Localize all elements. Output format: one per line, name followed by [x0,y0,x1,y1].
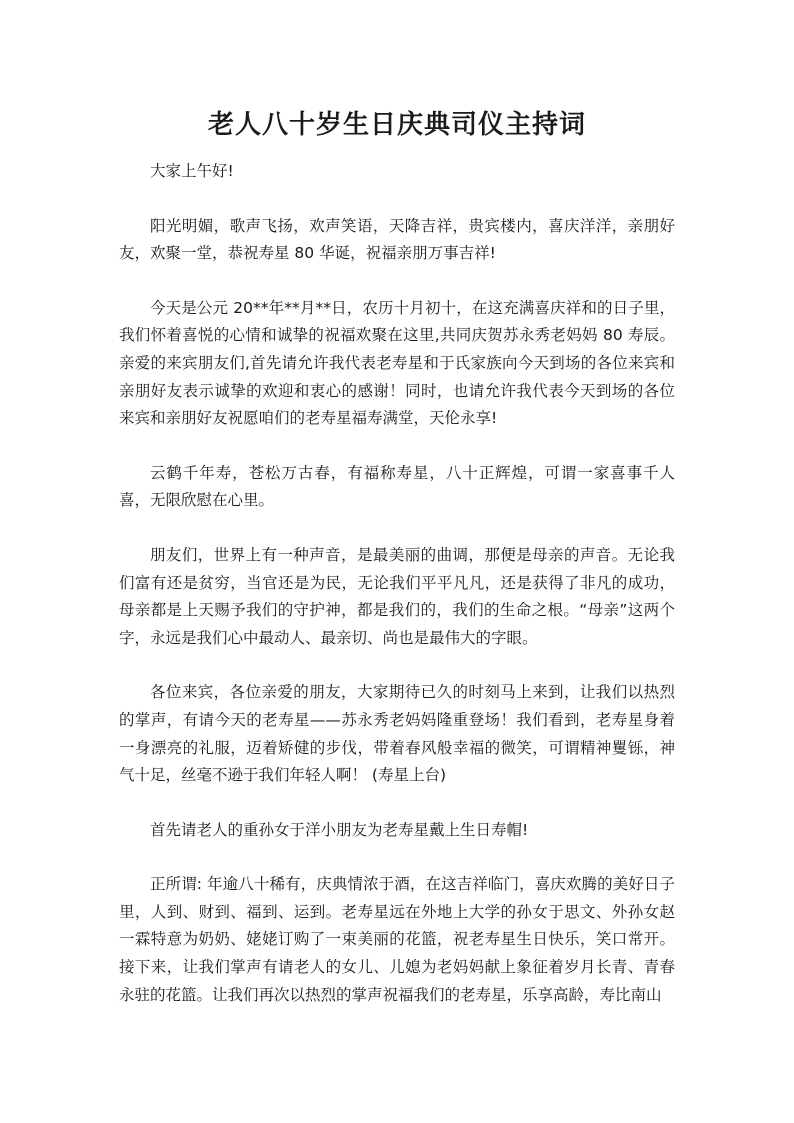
paragraph-mother: 朋友们，世界上有一种声音，是最美丽的曲调，那便是母亲的声音。无论我们富有还是贫穷，当官还是为民，无论我们平平凡凡，还是获得了非凡的成功，母亲都是上天赐予我们的守护神，都是我们的，我们的生命之根。“母亲”这两个字，永远是我们心中最动人、最亲切、尚也是最伟大的字眼。 [119,545,675,647]
paragraph-flower-basket: 正所谓: 年逾八十稀有，庆典情浓于酒，在这吉祥临门，喜庆欢腾的美好日子里，人到、财到、福到、运到。老寿星远在外地上大学的孙女于思文、外孙女赵一霖特意为奶奶、姥姥订购了一束美丽的花篮，祝老寿星生日快乐，笑口常开。接下来，让我们掌声有请老人的女儿、儿媳为老妈妈献上象征着岁月长青、青春永驻的花篮。让我们再次以热烈的掌声祝福我们的老寿星，乐享高龄，寿比南山 [119,875,675,1004]
paragraph-entrance: 各位来宾，各位亲爱的朋友，大家期待已久的时刻马上来到，让我们以热烈的掌声，有请今天的老寿星——苏永秀老妈妈隆重登场！我们看到，老寿星身着一身漂亮的礼服，迈着矫健的步伐，带着春风般幸福的微笑，可谓精神矍铄，神气十足，丝毫不逊于我们年轻人啊！ (寿星上台) [119,683,675,785]
document-body [119,158,675,1036]
paragraph-opening: 阳光明媚，歌声飞扬，欢声笑语，天降吉祥，贵宾楼内，喜庆洋洋，亲朋好友，欢聚一堂，恭祝寿星 80 华诞，祝福亲朋万事吉祥! [119,216,675,263]
paragraph-birthday-hat: 首先请老人的重孙女于洋小朋友为老寿星戴上生日寿帽! [150,820,529,839]
paragraph-blessing: 云鹤千年寿，苍松万古春，有福称寿星，八十正辉煌，可谓一家喜事千人喜，无限欣慰在心里。 [119,463,675,510]
document-title: 老人八十岁生日庆典司仪主持词 [207,110,586,140]
paragraph-welcome: 今天是公元 20**年**月**日，农历十月初十，在这充满喜庆祥和的日子里，我们怀着喜悦的心情和诚挚的祝福欢聚在这里,共同庆贺苏永秀老妈妈 80 寿辰。亲爱的来宾朋友们,首先请允许我代表老寿星和于氏家族向今天到场的各位来宾和亲朋好友表示诚挚的欢迎和衷心的感谢！同时，也请允许我代表今天到场的各位来宾和亲朋好友祝愿咱们的老寿星福寿满堂，天伦永享! [119,298,675,428]
paragraph-greeting: 大家上午好! [150,162,234,180]
